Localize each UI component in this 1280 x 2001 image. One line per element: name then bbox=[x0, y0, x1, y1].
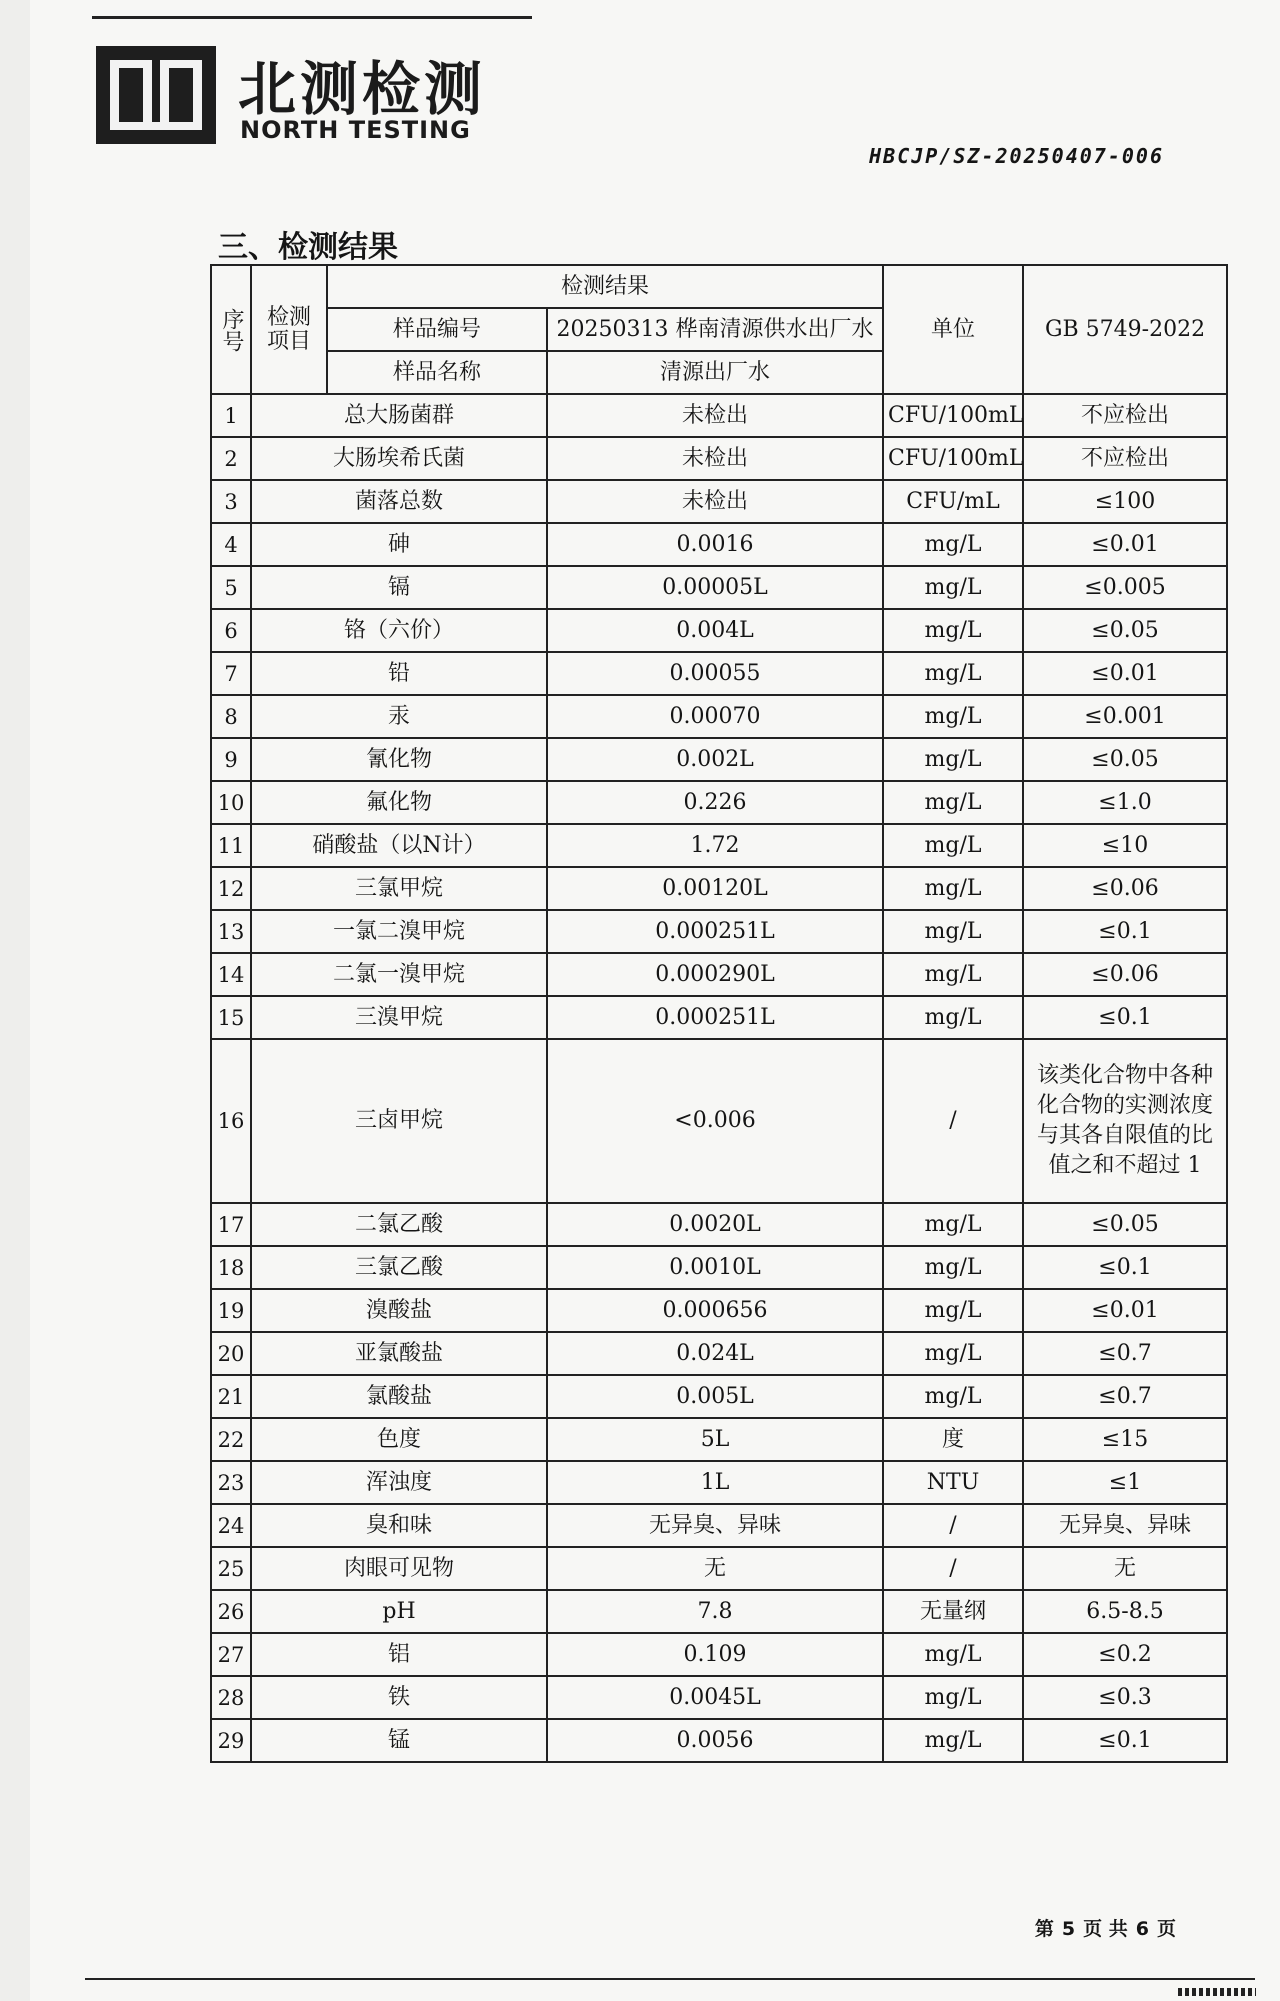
row-index: 13 bbox=[211, 910, 251, 953]
header-unit: 单位 bbox=[883, 265, 1023, 394]
row-index: 24 bbox=[211, 1504, 251, 1547]
row-unit: CFU/mL bbox=[883, 480, 1023, 523]
row-index: 15 bbox=[211, 996, 251, 1039]
table-row bbox=[211, 695, 1227, 738]
row-result: 未检出 bbox=[547, 394, 883, 437]
page-total: 6 bbox=[1135, 1918, 1149, 1940]
row-result: 0.0020L bbox=[547, 1203, 883, 1246]
row-limit: 不应检出 bbox=[1023, 394, 1227, 437]
row-limit: ≤0.05 bbox=[1023, 738, 1227, 781]
row-item: 菌落总数 bbox=[251, 480, 547, 523]
row-limit: ≤0.005 bbox=[1023, 566, 1227, 609]
row-index: 6 bbox=[211, 609, 251, 652]
row-limit: ≤0.06 bbox=[1023, 867, 1227, 910]
row-unit: / bbox=[883, 1504, 1023, 1547]
row-item: 砷 bbox=[251, 523, 547, 566]
row-result: 0.000656 bbox=[547, 1289, 883, 1332]
row-index: 21 bbox=[211, 1375, 251, 1418]
row-limit: ≤0.1 bbox=[1023, 1246, 1227, 1289]
row-result: 0.0056 bbox=[547, 1719, 883, 1762]
header-standard: GB 5749-2022 bbox=[1023, 265, 1227, 394]
table-row bbox=[211, 1418, 1227, 1461]
page-prefix: 第 bbox=[1034, 1918, 1054, 1940]
row-limit: 无 bbox=[1023, 1547, 1227, 1590]
row-result: 0.00070 bbox=[547, 695, 883, 738]
row-result: 未检出 bbox=[547, 480, 883, 523]
row-limit: ≤0.1 bbox=[1023, 910, 1227, 953]
row-limit: ≤0.05 bbox=[1023, 609, 1227, 652]
row-result: <0.006 bbox=[547, 1039, 883, 1203]
row-limit: 无异臭、异味 bbox=[1023, 1504, 1227, 1547]
row-limit: ≤0.7 bbox=[1023, 1375, 1227, 1418]
sample-no-value: 20250313 桦南清源供水出厂水 bbox=[547, 308, 883, 351]
row-index: 20 bbox=[211, 1332, 251, 1375]
table-row bbox=[211, 523, 1227, 566]
row-index: 5 bbox=[211, 566, 251, 609]
row-index: 1 bbox=[211, 394, 251, 437]
row-limit: ≤0.01 bbox=[1023, 652, 1227, 695]
row-index: 17 bbox=[211, 1203, 251, 1246]
table-row bbox=[211, 1590, 1227, 1633]
row-index: 12 bbox=[211, 867, 251, 910]
table-row bbox=[211, 437, 1227, 480]
row-limit: ≤0.3 bbox=[1023, 1676, 1227, 1719]
row-unit: mg/L bbox=[883, 695, 1023, 738]
table-row bbox=[211, 953, 1227, 996]
table-row bbox=[211, 1246, 1227, 1289]
table-row bbox=[211, 781, 1227, 824]
row-index: 23 bbox=[211, 1461, 251, 1504]
row-unit: mg/L bbox=[883, 1633, 1023, 1676]
row-limit: ≤0.1 bbox=[1023, 1719, 1227, 1762]
row-result: 0.024L bbox=[547, 1332, 883, 1375]
report-number: HBCJP/SZ-20250407-006 bbox=[869, 144, 1164, 168]
row-result: 1L bbox=[547, 1461, 883, 1504]
row-result: 无异臭、异味 bbox=[547, 1504, 883, 1547]
brand-name-en: NORTH TESTING bbox=[240, 116, 471, 144]
row-limit: ≤0.01 bbox=[1023, 523, 1227, 566]
row-index: 29 bbox=[211, 1719, 251, 1762]
row-item: 亚氯酸盐 bbox=[251, 1332, 547, 1375]
row-unit: mg/L bbox=[883, 609, 1023, 652]
row-limit: 不应检出 bbox=[1023, 437, 1227, 480]
row-unit: mg/L bbox=[883, 910, 1023, 953]
table-row bbox=[211, 566, 1227, 609]
row-unit: mg/L bbox=[883, 1719, 1023, 1762]
table-row bbox=[211, 1289, 1227, 1332]
row-unit: mg/L bbox=[883, 996, 1023, 1039]
row-unit: mg/L bbox=[883, 1246, 1023, 1289]
row-limit: ≤1.0 bbox=[1023, 781, 1227, 824]
row-item: 氰化物 bbox=[251, 738, 547, 781]
table-row bbox=[211, 1332, 1227, 1375]
page-middle: 页 共 bbox=[1083, 1918, 1128, 1940]
row-index: 18 bbox=[211, 1246, 251, 1289]
row-item: 铁 bbox=[251, 1676, 547, 1719]
row-item: 大肠埃希氏菌 bbox=[251, 437, 547, 480]
table-row bbox=[211, 1547, 1227, 1590]
table-row bbox=[211, 867, 1227, 910]
table-row bbox=[211, 652, 1227, 695]
row-result: 0.0016 bbox=[547, 523, 883, 566]
table-row bbox=[211, 394, 1227, 437]
row-index: 9 bbox=[211, 738, 251, 781]
row-limit: ≤15 bbox=[1023, 1418, 1227, 1461]
table-row bbox=[211, 1633, 1227, 1676]
row-limit: ≤10 bbox=[1023, 824, 1227, 867]
row-result: 5L bbox=[547, 1418, 883, 1461]
row-item: 浑浊度 bbox=[251, 1461, 547, 1504]
row-unit: mg/L bbox=[883, 1375, 1023, 1418]
row-item: 铅 bbox=[251, 652, 547, 695]
row-result: 0.226 bbox=[547, 781, 883, 824]
row-result: 1.72 bbox=[547, 824, 883, 867]
row-item: 铬（六价） bbox=[251, 609, 547, 652]
row-item: 镉 bbox=[251, 566, 547, 609]
row-item: 三氯甲烷 bbox=[251, 867, 547, 910]
row-index: 16 bbox=[211, 1039, 251, 1203]
row-unit: mg/L bbox=[883, 1289, 1023, 1332]
row-item: 氯酸盐 bbox=[251, 1375, 547, 1418]
results-table bbox=[210, 264, 1228, 1763]
row-index: 25 bbox=[211, 1547, 251, 1590]
row-unit: CFU/100mL bbox=[883, 394, 1023, 437]
table-row bbox=[211, 609, 1227, 652]
row-result: 0.000251L bbox=[547, 996, 883, 1039]
row-unit: mg/L bbox=[883, 523, 1023, 566]
row-result: 无 bbox=[547, 1547, 883, 1590]
row-item: 氟化物 bbox=[251, 781, 547, 824]
row-result: 0.002L bbox=[547, 738, 883, 781]
page-current: 5 bbox=[1061, 1918, 1076, 1940]
table-row bbox=[211, 824, 1227, 867]
top-rule bbox=[92, 16, 532, 19]
header-item bbox=[251, 265, 327, 394]
row-index: 26 bbox=[211, 1590, 251, 1633]
table-row bbox=[211, 1039, 1227, 1203]
table-row bbox=[211, 1375, 1227, 1418]
row-limit: ≤0.06 bbox=[1023, 953, 1227, 996]
row-item: 汞 bbox=[251, 695, 547, 738]
row-unit: mg/L bbox=[883, 566, 1023, 609]
row-limit bbox=[1023, 1039, 1227, 1203]
row-result: 0.00120L bbox=[547, 867, 883, 910]
row-unit: mg/L bbox=[883, 1676, 1023, 1719]
row-item: 三溴甲烷 bbox=[251, 996, 547, 1039]
row-limit: 6.5-8.5 bbox=[1023, 1590, 1227, 1633]
row-result: 0.00005L bbox=[547, 566, 883, 609]
row-result: 0.005L bbox=[547, 1375, 883, 1418]
row-unit: mg/L bbox=[883, 867, 1023, 910]
brand-name-cn: 北测检测 bbox=[238, 55, 487, 123]
row-unit: mg/L bbox=[883, 824, 1023, 867]
row-item: 溴酸盐 bbox=[251, 1289, 547, 1332]
row-unit: mg/L bbox=[883, 953, 1023, 996]
sample-name-value: 清源出厂水 bbox=[547, 351, 883, 394]
row-index: 7 bbox=[211, 652, 251, 695]
row-unit: mg/L bbox=[883, 652, 1023, 695]
row-unit: mg/L bbox=[883, 1332, 1023, 1375]
page-number bbox=[1031, 1914, 1180, 1941]
row-limit: ≤0.05 bbox=[1023, 1203, 1227, 1246]
header-result-group: 检测结果 bbox=[327, 265, 883, 308]
row-unit: mg/L bbox=[883, 781, 1023, 824]
row-item: 二氯乙酸 bbox=[251, 1203, 547, 1246]
page-suffix: 页 bbox=[1156, 1918, 1176, 1940]
row-index: 8 bbox=[211, 695, 251, 738]
row-limit: ≤1 bbox=[1023, 1461, 1227, 1504]
row-unit: / bbox=[883, 1547, 1023, 1590]
row-index: 14 bbox=[211, 953, 251, 996]
row-index: 2 bbox=[211, 437, 251, 480]
report-page bbox=[30, 0, 1280, 2001]
table-row bbox=[211, 738, 1227, 781]
row-item: 硝酸盐（以N计） bbox=[251, 824, 547, 867]
north-testing-logo bbox=[96, 46, 216, 144]
row-item: 锰 bbox=[251, 1719, 547, 1762]
row-item: 肉眼可见物 bbox=[251, 1547, 547, 1590]
row-index: 27 bbox=[211, 1633, 251, 1676]
table-row bbox=[211, 1676, 1227, 1719]
row-unit: mg/L bbox=[883, 1203, 1023, 1246]
row-item: 臭和味 bbox=[251, 1504, 547, 1547]
table-row bbox=[211, 910, 1227, 953]
row-index: 28 bbox=[211, 1676, 251, 1719]
table-header-row bbox=[211, 265, 1227, 308]
row-limit: ≤0.001 bbox=[1023, 695, 1227, 738]
table-row bbox=[211, 996, 1227, 1039]
row-item: pH bbox=[251, 1590, 547, 1633]
sample-name-label: 样品名称 bbox=[327, 351, 547, 394]
row-index: 19 bbox=[211, 1289, 251, 1332]
row-result: 0.00055 bbox=[547, 652, 883, 695]
row-result: 0.000251L bbox=[547, 910, 883, 953]
table-row bbox=[211, 480, 1227, 523]
row-result: 0.0010L bbox=[547, 1246, 883, 1289]
table-row bbox=[211, 1461, 1227, 1504]
row-limit: ≤0.01 bbox=[1023, 1289, 1227, 1332]
row-limit: ≤100 bbox=[1023, 480, 1227, 523]
row-result: 0.004L bbox=[547, 609, 883, 652]
row-index: 10 bbox=[211, 781, 251, 824]
row-unit: mg/L bbox=[883, 738, 1023, 781]
row-item: 总大肠菌群 bbox=[251, 394, 547, 437]
row-index: 3 bbox=[211, 480, 251, 523]
row-unit: NTU bbox=[883, 1461, 1023, 1504]
row-result: 0.109 bbox=[547, 1633, 883, 1676]
bottom-rule bbox=[85, 1978, 1255, 1980]
sample-no-label: 样品编号 bbox=[327, 308, 547, 351]
row-item: 一氯二溴甲烷 bbox=[251, 910, 547, 953]
edge-mark bbox=[1178, 1988, 1256, 1996]
table-row bbox=[211, 1504, 1227, 1547]
row-result: 7.8 bbox=[547, 1590, 883, 1633]
row-item: 三卤甲烷 bbox=[251, 1039, 547, 1203]
row-item: 色度 bbox=[251, 1418, 547, 1461]
row-index: 22 bbox=[211, 1418, 251, 1461]
row-limit: ≤0.1 bbox=[1023, 996, 1227, 1039]
row-unit: 无量纲 bbox=[883, 1590, 1023, 1633]
row-result: 0.000290L bbox=[547, 953, 883, 996]
row-unit: 度 bbox=[883, 1418, 1023, 1461]
row-unit: CFU/100mL bbox=[883, 437, 1023, 480]
row-item: 二氯一溴甲烷 bbox=[251, 953, 547, 996]
header-item-label: 检测项目 bbox=[266, 304, 311, 354]
row-limit-text: 该类化合物中各种化合物的实测浓度与其各自限值的比值之和不超过 1 bbox=[1037, 1063, 1214, 1178]
row-limit: ≤0.2 bbox=[1023, 1633, 1227, 1676]
row-index: 11 bbox=[211, 824, 251, 867]
table-row bbox=[211, 1203, 1227, 1246]
row-limit: ≤0.7 bbox=[1023, 1332, 1227, 1375]
section-title: 三、检测结果 bbox=[218, 230, 398, 265]
row-index: 4 bbox=[211, 523, 251, 566]
row-result: 未检出 bbox=[547, 437, 883, 480]
row-unit: / bbox=[883, 1039, 1023, 1203]
row-result: 0.0045L bbox=[547, 1676, 883, 1719]
row-item: 三氯乙酸 bbox=[251, 1246, 547, 1289]
header-seq: 序号 bbox=[211, 265, 251, 394]
table-row bbox=[211, 1719, 1227, 1762]
row-item: 铝 bbox=[251, 1633, 547, 1676]
